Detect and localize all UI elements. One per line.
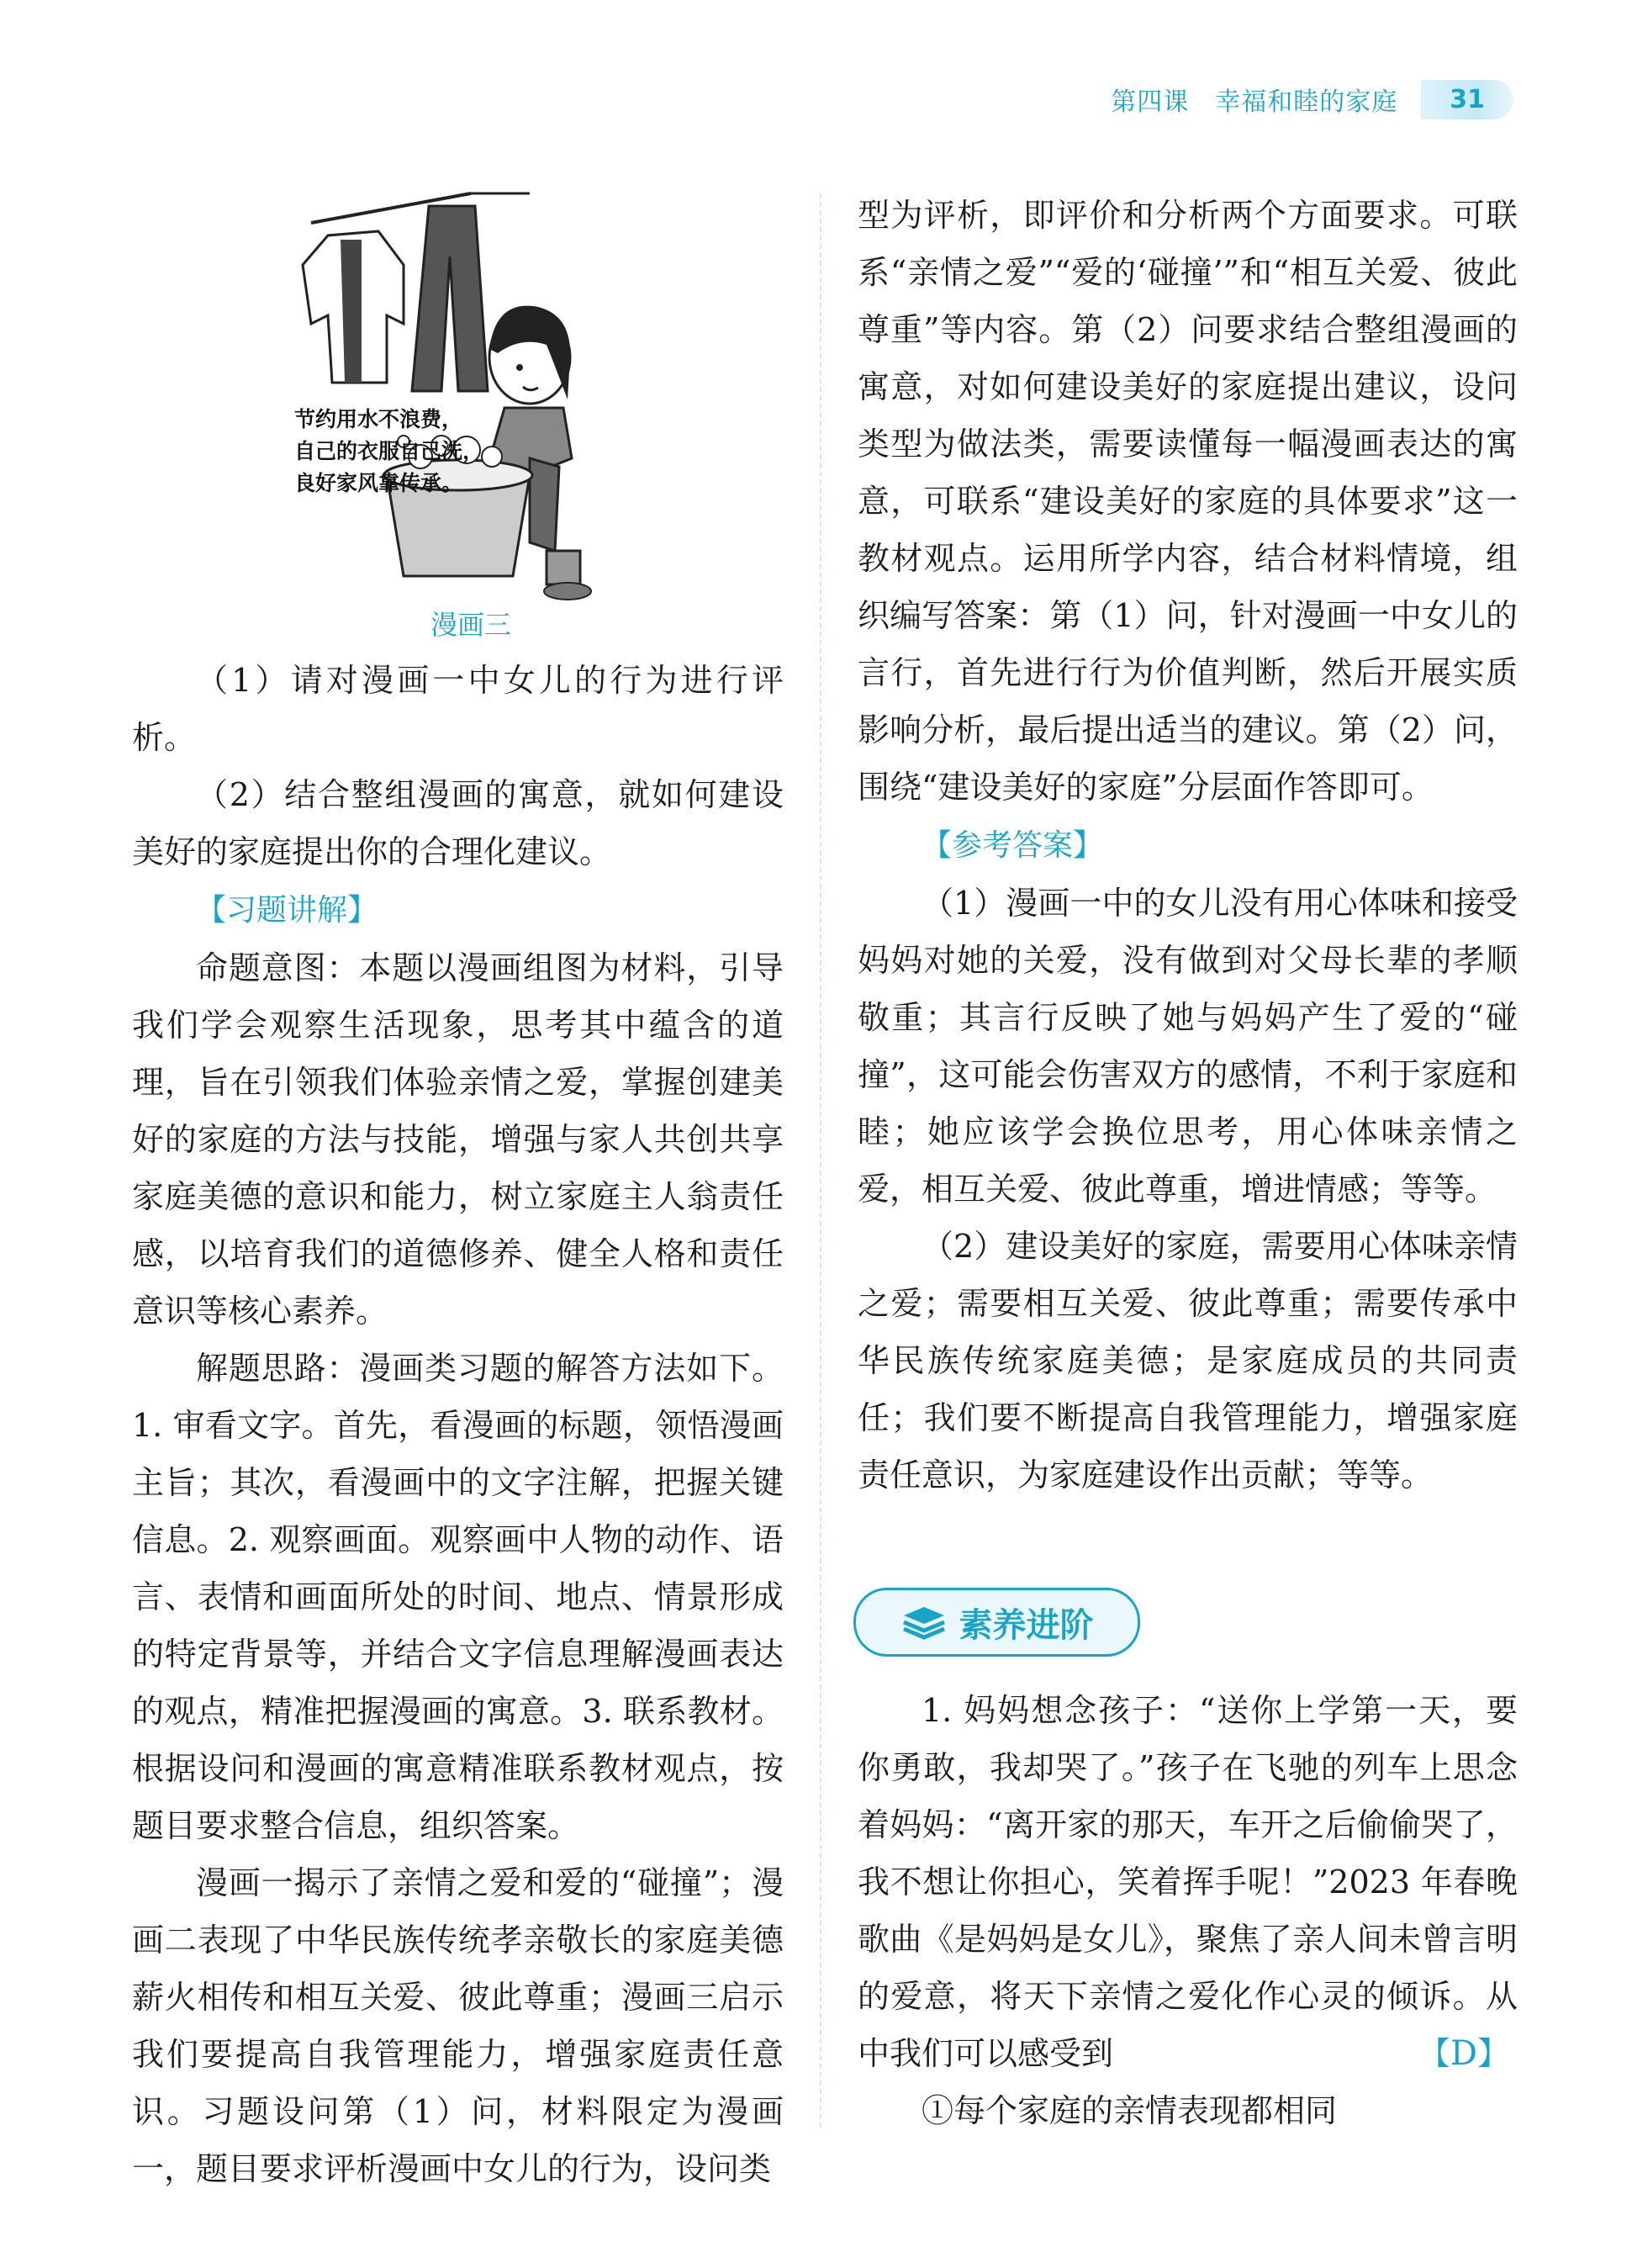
cartoon-title: 漫画三 [430, 609, 511, 641]
section-badge [853, 1588, 1140, 1657]
right-column [858, 187, 1518, 1504]
option-1: ①每个家庭的亲情表现都相同 [922, 2092, 1338, 2129]
tag-explain: 【习题讲解】 [196, 893, 378, 928]
question-2: （2）结合整组漫画的寓意，就如何建设美好的家庭提出你的合理化建议。 [132, 776, 784, 870]
caption-line: 节约用水不浪费， [294, 407, 463, 431]
question-1: （1）请对漫画一中女儿的行为进行评析。 [132, 662, 784, 756]
paragraph-continued: 型为评析，即评价和分析两个方面要求。可联系“亲情之爱”“爱的‘碰撞’”和“相互关爱、彼此尊重”等内容。第（2）问要求结合整组漫画的寓意，对如何建设美好的家庭提出建议，设问类型为做法类，需要读懂每一幅漫画表达的寓意，可联系“建设美好的家庭的具体要求”这一教材观点。运用所学内容，结合材料情境，组织编写答案：第（1）问，针对漫画一中女儿的言行，首先进行行为价值判断，然后开展实质影响分析，最后提出适当的建议。第（2）问，围绕“建设美好的家庭”分层面作答即可。 [858, 197, 1518, 806]
left-column [132, 652, 784, 2197]
page-number: 31 [1421, 80, 1513, 119]
answer-box [1355, 2025, 1509, 2082]
question-text: 1. 妈妈想念孩子：“送你上学第一天，要你勇敢，我却哭了。”孩子在飞驰的列车上思念着妈妈：“离开家的那天，车开之后偷偷哭了，我不想让你担心，笑着挥手呢！”2023 年春晚歌曲《是妈妈是女儿》，聚焦了亲人间未曾言明的爱意，将天下亲情之爱化作心灵的倾诉。从中我们可以感受到 [858, 1692, 1518, 2072]
answer-2: （2）建设美好的家庭，需要用心体味亲情之爱；需要相互关爱、彼此尊重；需要传承中华民族传统家庭美德；是家庭成员的共同责任；我们要不断提高自我管理能力，增强家庭责任意识，为家庭建设作出贡献；等等。 [858, 1228, 1518, 1493]
paragraph-intent: 命题意图：本题以漫画组图为材料，引导我们学会观察生活现象，思考其中蕴含的道理，旨在引领我们体验亲情之爱，掌握创建美好的家庭的方法与技能，增强与家人共创共享家庭美德的意识和能力，树立家庭主人翁责任感，以培育我们的道德修养、健全人格和责任意识等核心素养。 [132, 949, 784, 1330]
badge-label: 素养进阶 [959, 1605, 1094, 1645]
column-divider [820, 193, 821, 2128]
practice-question [858, 1682, 1518, 2139]
caption-line: 自己的衣服自己洗， [294, 439, 484, 463]
tag-answer: 【参考答案】 [922, 828, 1104, 863]
answer-letter: D [1450, 2034, 1477, 2073]
lesson-title: 第四课 幸福和睦的家庭 [1111, 87, 1398, 117]
layers-icon [901, 1604, 948, 1641]
answer-bracket-open: 【 [1418, 2035, 1450, 2072]
page-header [1076, 74, 1513, 124]
answer-1: （1）漫画一中的女儿没有用心体味和接受妈妈对她的关爱，没有做到对父母长辈的孝顺敬重；其言行反映了她与妈妈产生了爱的“碰撞”，这可能会伤害双方的感情，不利于家庭和睦；她应该学会换位思考，用心体味亲情之爱，相互关爱、彼此尊重，增进情感；等等。 [858, 885, 1518, 1208]
cartoon-three-illustration [277, 189, 698, 610]
paragraph-analysis: 漫画一揭示了亲情之爱和爱的“碰撞”；漫画二表现了中华民族传统孝亲敬长的家庭美德薪火相传和相互关爱、彼此尊重；漫画三启示我们要提高自我管理能力，增强家庭责任意识。习题设问第（1）问，材料限定为漫画一，题目要求评析漫画中女儿的行为，设问类 [132, 1864, 784, 2187]
cartoon-caption [294, 404, 513, 500]
answer-bracket-close: 】 [1476, 2035, 1509, 2072]
paragraph-method: 解题思路：漫画类习题的解答方法如下。1. 审看文字。首先，看漫画的标题，领悟漫画主旨；其次，看漫画中的文字注解，把握关键信息。2. 观察画面。观察画中人物的动作、语言、表情和画面所处的时间、地点、情景形成的特定背景等，并结合文字信息理解漫画表达的观点，精准把握漫画的寓意。3. 联系教材。根据设问和漫画的寓意精准联系教材观点，按题目要求整合信息，组织答案。 [132, 1350, 784, 1844]
caption-line: 良好家风靠传承。 [294, 471, 463, 495]
